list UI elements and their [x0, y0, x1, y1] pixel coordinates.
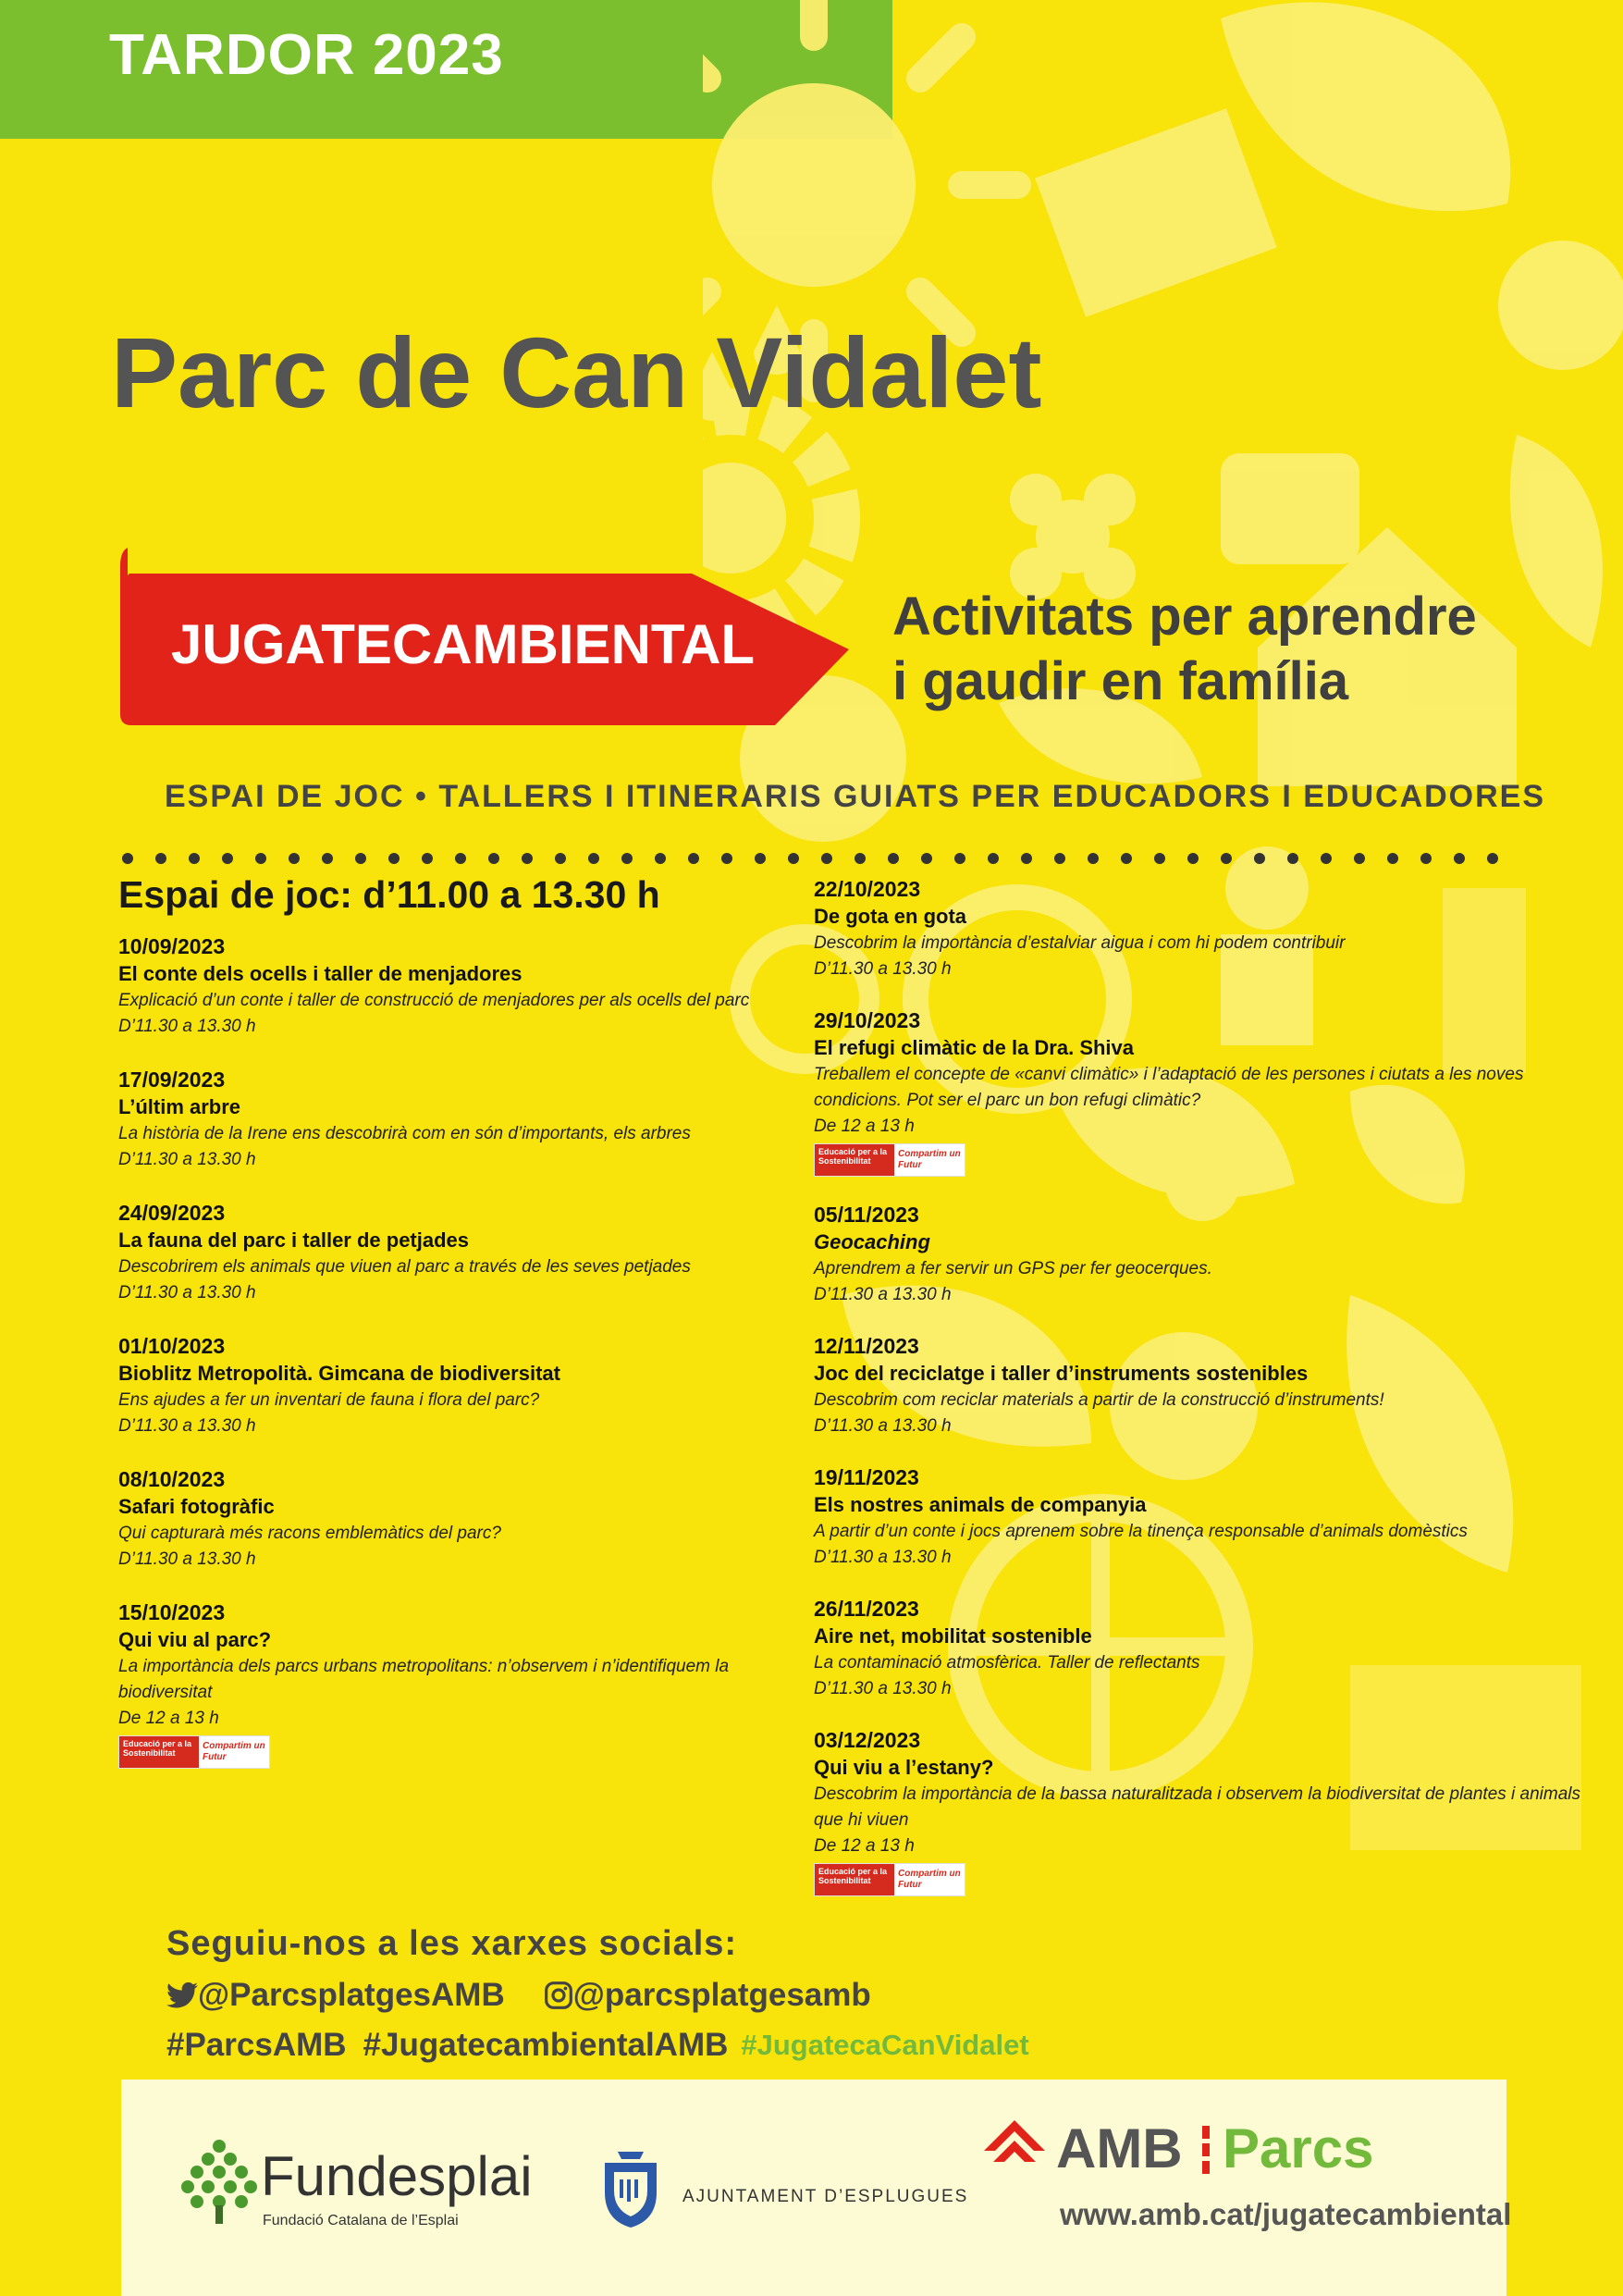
event-date: 17/09/2023 [118, 1068, 226, 1092]
sustainability-badge [118, 1735, 270, 1769]
event-item [814, 875, 1600, 982]
amb-name: AMB [1056, 2117, 1183, 2179]
event-time: D’11.30 a 13.30 h [118, 1283, 256, 1302]
event-title: Safari fotogràfic [118, 1495, 275, 1518]
badge-left-text: Educació per a la Sostenibilitat [119, 1736, 199, 1768]
event-description: Descobrim com reciclar materials a partir de la construcció d’instruments! [814, 1390, 1384, 1410]
event-description: La contaminació atmosfèrica. Taller de reflectants [814, 1653, 1200, 1673]
event-description: La història de la Irene ens descobrirà com en són d’importants, els arbres [118, 1124, 691, 1143]
event-description: Qui capturarà més racons emblemàtics del parc? [118, 1524, 501, 1543]
event-date: 26/11/2023 [814, 1597, 919, 1621]
social-title: Seguiu-nos a les xarxes socials: [166, 1924, 738, 1963]
event-item [814, 1726, 1600, 1896]
event-item [118, 1465, 784, 1573]
amb-website-link[interactable]: www.amb.cat/jugatecambiental [1060, 2197, 1512, 2231]
event-title: Els nostres animals de companyia [814, 1493, 1147, 1516]
event-time: D’11.30 a 13.30 h [814, 1416, 952, 1436]
event-date: 12/11/2023 [814, 1334, 919, 1358]
event-description: Descobrim la importància de la bassa naturalitzada i observem la biodiversitat de plantes i animals que hi viuen [814, 1784, 1581, 1830]
badge-left-text: Educació per a la Sostenibilitat [815, 1144, 894, 1176]
event-title: De gota en gota [814, 905, 967, 928]
badge-left-text: Educació per a la Sostenibilitat [815, 1864, 894, 1895]
hashtags-row [166, 2027, 1029, 2064]
play-space-heading: Espai de joc: d’11.00 a 13.30 h [118, 873, 660, 916]
event-time: D’11.30 a 13.30 h [118, 1150, 256, 1169]
events-column-left [118, 932, 784, 1769]
activities-subtitle: ESPAI DE JOC • TALLERS I ITINERARIS GUIATS PER EDUCADORS I EDUCADORES [165, 779, 1546, 814]
ajuntament-name: AJUNTAMENT D’ESPLUGUES [682, 2187, 969, 2206]
event-date: 22/10/2023 [814, 877, 921, 901]
event-date: 01/10/2023 [118, 1334, 226, 1358]
instagram-icon [544, 1981, 573, 2010]
event-description: Descobrirem els animals que viuen al parc a través de les seves petjades [118, 1257, 691, 1277]
event-title: Aire net, mobilitat sostenible [814, 1624, 1092, 1648]
event-description: La importància dels parcs urbans metropolitans: n’observem i n’identifiquem la biodiversitat [118, 1657, 730, 1702]
amb-arrow-logo [982, 2118, 1047, 2183]
dotted-separator [122, 849, 1509, 868]
event-item [118, 932, 784, 1040]
event-item [118, 1199, 784, 1306]
event-description: Treballem el concepte de «canvi climàtic» i l’adaptació de les persones i ciutats a les noves condicions. Pot ser el parc un bon refugi climàtic? [814, 1065, 1524, 1110]
event-title: El conte dels ocells i taller de menjadores [118, 962, 523, 985]
event-title: La fauna del parc i taller de petjades [118, 1228, 470, 1252]
event-description: Explicació d’un conte i taller de construcció de menjadores per als ocells del parc [118, 991, 750, 1010]
event-time: De 12 a 13 h [814, 1836, 915, 1856]
event-time: D’11.30 a 13.30 h [814, 1548, 952, 1567]
event-description: Descobrim la importància d’estalviar aigua i com hi podem contribuir [814, 933, 1346, 953]
event-item [814, 1332, 1600, 1439]
event-time: D’11.30 a 13.30 h [118, 1416, 256, 1436]
esplugues-shield-logo [601, 2148, 660, 2229]
event-item [814, 1595, 1600, 1702]
event-item [814, 1201, 1600, 1308]
event-title: Geocaching [814, 1230, 930, 1253]
event-description: Aprendrem a fer servir un GPS per fer geocerques. [814, 1259, 1212, 1278]
event-date: 24/09/2023 [118, 1201, 226, 1225]
event-item [118, 1332, 784, 1439]
fundesplai-tree-logo [180, 2137, 258, 2226]
hashtag-jugatecambientalamb[interactable]: #JugatecambientalAMB [363, 2027, 729, 2063]
event-date: 08/10/2023 [118, 1467, 226, 1491]
event-date: 05/11/2023 [814, 1203, 919, 1227]
event-time: D’11.30 a 13.30 h [814, 959, 952, 979]
event-date: 19/11/2023 [814, 1465, 919, 1489]
amb-separator [1202, 2126, 1210, 2174]
instagram-handle[interactable]: @parcsplatgesamb [572, 1977, 871, 2013]
season-label: TARDOR 2023 [109, 23, 504, 87]
tagline [892, 585, 1477, 714]
events-column-right [814, 875, 1600, 1896]
event-time: De 12 a 13 h [814, 1117, 915, 1136]
event-date: 03/12/2023 [814, 1728, 921, 1752]
hashtag-jugatecacanvidalet[interactable]: #JugatecaCanVidalet [741, 2029, 1029, 2061]
tagline-line-2: i gaudir en família [892, 651, 1349, 711]
fundesplai-subtitle: Fundació Catalana de l’Esplai [263, 2213, 459, 2228]
event-date: 10/09/2023 [118, 934, 226, 958]
event-title: Joc del reciclatge i taller d’instruments sostenibles [814, 1362, 1309, 1385]
event-date: 15/10/2023 [118, 1600, 226, 1624]
twitter-icon [166, 1981, 198, 2009]
event-time: De 12 a 13 h [118, 1709, 219, 1728]
event-title: Qui viu al parc? [118, 1628, 272, 1651]
event-time: D’11.30 a 13.30 h [814, 1285, 952, 1304]
sustainability-badge [814, 1143, 965, 1177]
fundesplai-name: Fundesplai [261, 2145, 533, 2207]
banner-label: JUGATECAMBIENTAL [171, 613, 756, 675]
event-item [118, 1066, 784, 1173]
event-item [814, 1463, 1600, 1571]
social-handles-row [166, 1977, 1029, 2014]
event-time: D’11.30 a 13.30 h [118, 1017, 256, 1036]
sustainability-badge [814, 1863, 965, 1896]
hashtag-parcsamb[interactable]: #ParcsAMB [166, 2027, 347, 2063]
page-title: Parc de Can Vidalet [111, 316, 1042, 428]
social-section [166, 1924, 1029, 2064]
event-description: A partir d’un conte i jocs aprenem sobre la tinença responsable d’animals domèstics [814, 1522, 1468, 1541]
event-item [118, 1599, 784, 1769]
amb-parcs-label: Parcs [1223, 2117, 1374, 2179]
event-item [814, 1006, 1600, 1177]
event-date: 29/10/2023 [814, 1008, 921, 1032]
tagline-line-1: Activitats per aprendre [892, 586, 1477, 647]
badge-right-text: Compartim un Futur [898, 1869, 961, 1890]
event-time: D’11.30 a 13.30 h [118, 1549, 256, 1569]
event-description: Ens ajudes a fer un inventari de fauna i flora del parc? [118, 1390, 540, 1410]
event-time: D’11.30 a 13.30 h [814, 1679, 952, 1698]
event-title: Qui viu a l’estany? [814, 1756, 994, 1779]
event-title: Bioblitz Metropolità. Gimcana de biodiversitat [118, 1362, 560, 1385]
badge-right-text: Compartim un Futur [898, 1149, 961, 1170]
twitter-handle[interactable]: @ParcsplatgesAMB [198, 1977, 505, 2013]
event-title: El refugi climàtic de la Dra. Shiva [814, 1036, 1135, 1059]
event-title: L’últim arbre [118, 1095, 241, 1118]
badge-right-text: Compartim un Futur [203, 1741, 265, 1762]
